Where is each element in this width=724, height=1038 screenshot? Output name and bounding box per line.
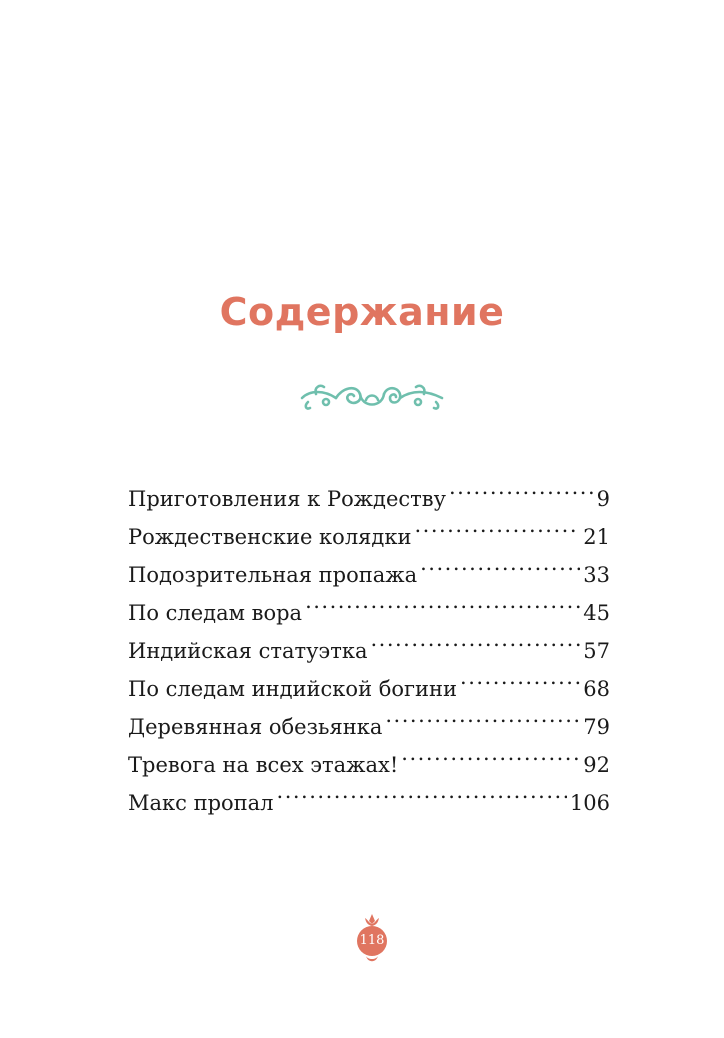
dot-leader xyxy=(420,544,580,582)
table-of-contents xyxy=(128,468,610,815)
toc-entry-title: Индийская статуэтка xyxy=(128,639,368,663)
dot-leader xyxy=(370,620,580,658)
toc-entry-page: 9 xyxy=(596,487,610,511)
dot-leader xyxy=(449,468,594,506)
toc-entry-title: По следам индийской богини xyxy=(128,677,458,701)
dot-leader xyxy=(305,582,580,620)
floral-divider-icon xyxy=(296,372,448,416)
toc-entry-page: 68 xyxy=(583,677,610,701)
toc-entry-page: 57 xyxy=(583,639,610,663)
page-title: Содержание xyxy=(219,290,505,334)
toc-entry-page: 106 xyxy=(569,791,610,815)
dot-leader xyxy=(277,772,567,810)
toc-entry-title: Подозрительная пропажа xyxy=(128,563,418,587)
dot-leader xyxy=(401,734,580,772)
toc-entry-page: 33 xyxy=(583,563,610,587)
dot-leader xyxy=(414,506,580,544)
toc-entry-page: 92 xyxy=(583,753,610,777)
toc-entry-title: Рождественские колядки xyxy=(128,525,412,549)
toc-entry-page: 21 xyxy=(583,525,610,549)
toc-entry-title: Макс пропал xyxy=(128,791,274,815)
dot-leader xyxy=(385,696,580,734)
toc-entry-title: По следам вора xyxy=(128,601,303,625)
page-number: 118 xyxy=(359,933,385,948)
toc-entry-page: 45 xyxy=(583,601,610,625)
toc-entry xyxy=(128,468,610,511)
toc-entry-title: Тревога на всех этажах! xyxy=(128,753,399,777)
toc-entry-page: 79 xyxy=(583,715,610,739)
dot-leader xyxy=(460,658,580,696)
toc-entry-title: Приготовления к Рождеству xyxy=(128,487,446,511)
toc-entry-title: Деревянная обезьянка xyxy=(128,715,383,739)
